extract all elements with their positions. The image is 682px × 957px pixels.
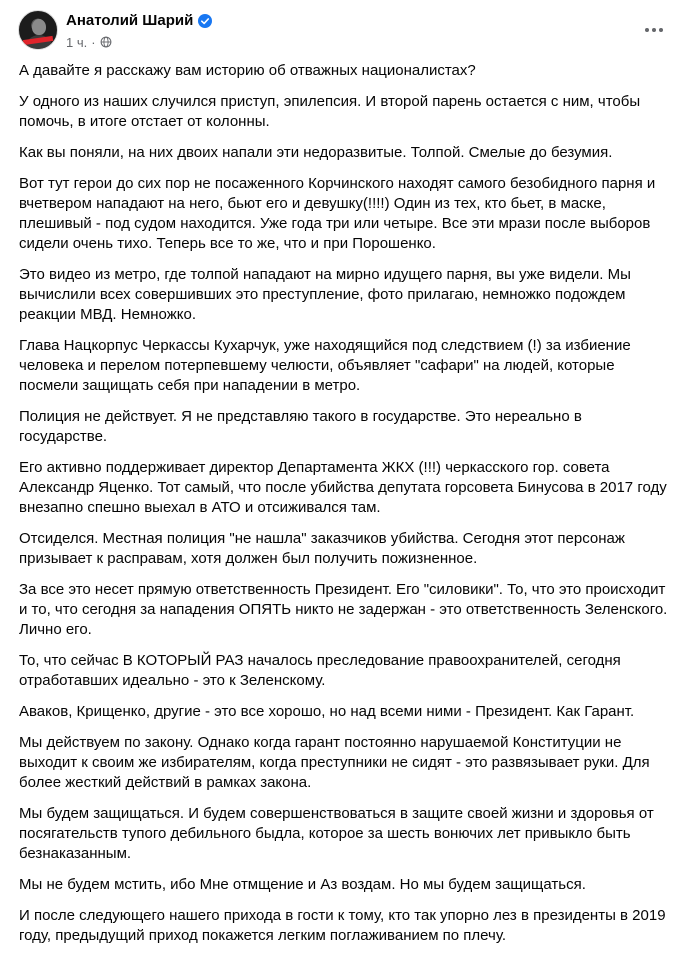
- author-name-link[interactable]: Анатолий Шарий: [66, 12, 194, 29]
- post-paragraph: Аваков, Крищенко, другие - это все хорошо, но над всеми ними - Президент. Как Гарант.: [19, 703, 635, 720]
- author-avatar[interactable]: [18, 10, 58, 50]
- post-paragraph: Его активно поддерживает директор Департамента ЖКХ (!!!) черкасского гор. совета Александр Яценко. Тот самый, что после убийства депутата горсовета Бинусова в 2017 году внезапно спешно выехал в АТО и отсиживался там.: [19, 459, 667, 516]
- post-header: [0, 0, 682, 62]
- post-paragraph: Отсиделся. Местная полиция "не нашла" заказчиков убийства. Сегодня этот персонаж призывает к расправам, хотя должен был получить пожизненное.: [19, 530, 625, 567]
- post-paragraph: Глава Нацкорпус Черкассы Кухарчук, уже находящийся под следствием (!) за избиение человека и перелом потерпевшему челюсти, объявляет "сафари" на людей, которые посмели защищать себя при нападении в метро.: [19, 337, 631, 394]
- post-timestamp-link[interactable]: 1 ч.: [66, 34, 88, 50]
- post-meta: [66, 34, 112, 50]
- post-paragraph: Мы будем защищаться. И будем совершенствоваться в защите своей жизни и здоровья от посягательств тупого дебильного быдла, которое за шесть вонючих лет привыкло быть безнаказанным.: [19, 805, 654, 862]
- post-paragraph: И после следующего нашего прихода в гости к тому, кто так упорно лез в президенты в 2019 году, предыдущий приход покажется легким поглаживанием по плечу.: [19, 907, 666, 944]
- post-paragraph: А давайте я расскажу вам историю об отважных националистах?: [19, 62, 476, 79]
- post-paragraph: Как вы поняли, на них двоих напали эти недоразвитые. Толпой. Смелые до безумия.: [19, 144, 613, 161]
- post-options-button[interactable]: [640, 16, 668, 44]
- post-paragraph: Вот тут герои до сих пор не посаженного Корчинского находят самого безобидного парня и вчетвером нападают на него, бьют его и девушку(!!!!) Один из тех, кто бьет, в маске, плешивый - под судом находится. Уже года три или четыре. Все эти мрази после выборов сидели очень тихо. Теперь все то же, что и при Порошенко.: [19, 175, 656, 252]
- meta-separator: ·: [91, 34, 96, 50]
- more-horizontal-icon: [645, 28, 663, 32]
- post-paragraph: У одного из наших случился приступ, эпилепсия. И второй парень остается с ним, чтобы помочь, в итоге отстает от колонны.: [19, 93, 641, 130]
- post-paragraph: Мы не будем мстить, ибо Мне отмщение и Аз воздам. Но мы будем защищаться.: [19, 876, 586, 893]
- verified-badge-icon: [198, 14, 212, 28]
- post-paragraph: За все это несет прямую ответственность Президент. Его "силовики". То, что это происходит и то, что сегодня за нападения ОПЯТЬ никто не задержан - это ответственность Зеленского. Лично его.: [19, 581, 668, 638]
- post-paragraph: Мы действуем по закону. Однако когда гарант постоянно нарушаемой Конституции не выходит к своим же избирателям, когда преступники не сидят - это развязывает руки. Для более жесткий действий в рамках закона.: [19, 734, 650, 791]
- author-row: [66, 11, 212, 31]
- post-text: [19, 61, 669, 957]
- post-paragraph: То, что сейчас В КОТОРЫЙ РАЗ началось преследование правоохранителей, сегодня отработавших идеально - это к Зеленскому.: [19, 652, 621, 689]
- globe-icon[interactable]: [100, 36, 112, 48]
- post-paragraph: Полиция не действует. Я не представляю такого в государстве. Это нереально в государстве.: [19, 408, 582, 445]
- post-paragraph: Это видео из метро, где толпой нападают на мирно идущего парня, вы уже видели. Мы вычислили всех совершивших это преступление, фото прилагаю, немножко подождем реакции МВД. Немножко.: [19, 266, 631, 323]
